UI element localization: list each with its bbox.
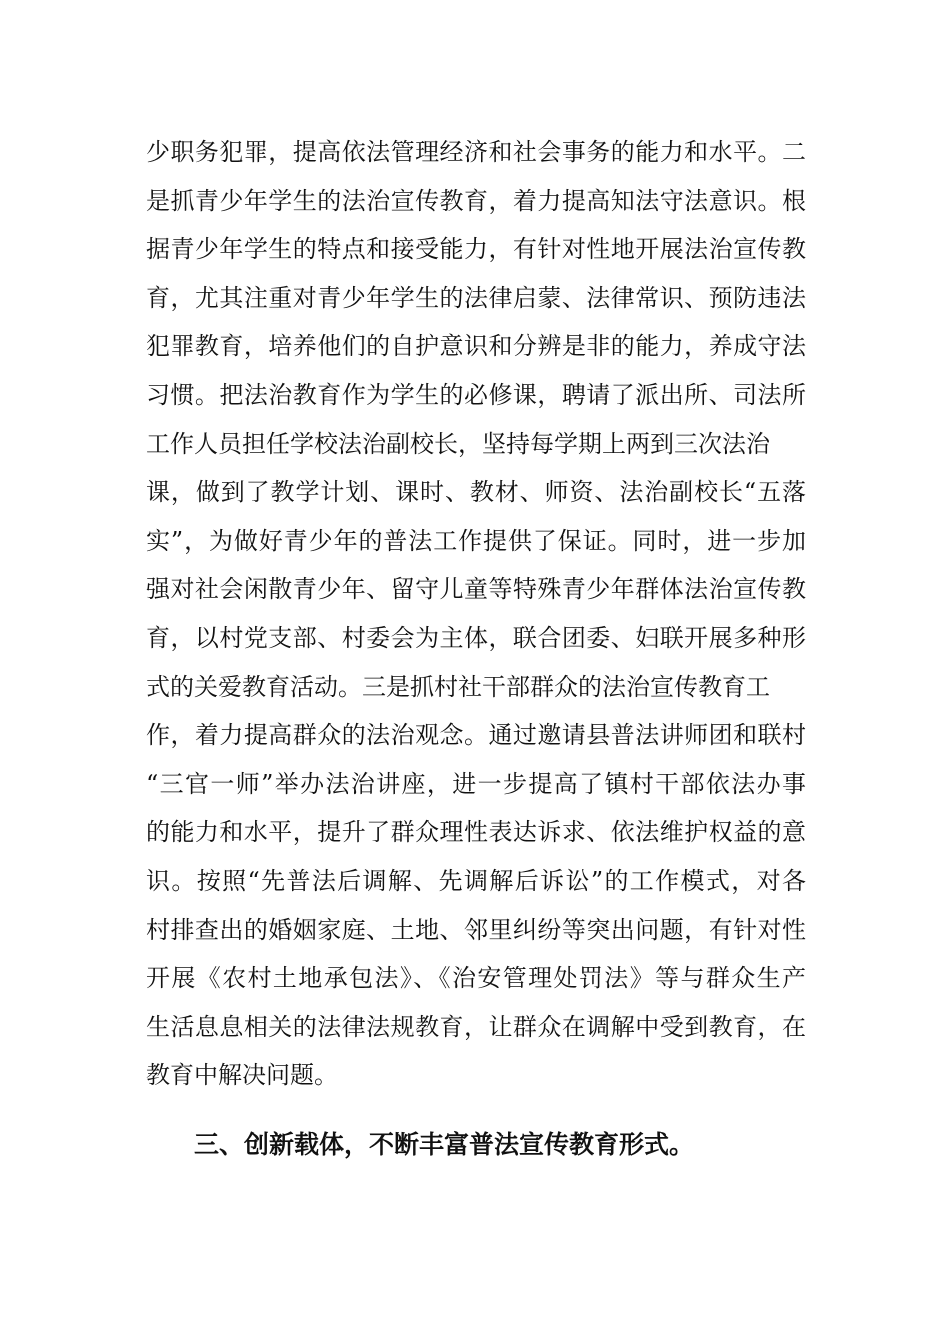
text-line: 是抓青少年学生的法治宣传教育，着力提高知法守法意识。根 bbox=[146, 186, 806, 215]
text-line: 村排查出的婚姻家庭、土地、邻里纠纷等突出问题，有针对性 bbox=[146, 915, 806, 944]
text-line: 少职务犯罪，提高依法管理经济和社会事务的能力和水平。二 bbox=[146, 138, 806, 166]
text-line: 教育中解决问题。 bbox=[146, 1061, 338, 1090]
text-line: 式的关爱教育活动。三是抓村社干部群众的法治宣传教育工 bbox=[146, 672, 770, 701]
body-paragraph bbox=[146, 128, 806, 1100]
text-line: 育，以村党支部、村委会为主体，联合团委、妇联开展多种形 bbox=[146, 623, 806, 652]
text-line: 识。按照“先普法后调解、先调解后诉讼”的工作模式，对各 bbox=[146, 866, 806, 895]
text-line: 犯罪教育，培养他们的自护意识和分辨是非的能力，养成守法 bbox=[146, 332, 806, 361]
text-line: 生活息息相关的法律法规教育，让群众在调解中受到教育，在 bbox=[146, 1012, 806, 1041]
text-line: 的能力和水平，提升了群众理性表达诉求、依法维护权益的意 bbox=[146, 818, 806, 847]
text-line: 强对社会闲散青少年、留守儿童等特殊青少年群体法治宣传教 bbox=[146, 575, 806, 604]
text-line: 据青少年学生的特点和接受能力，有针对性地开展法治宣传教 bbox=[146, 235, 806, 264]
text-line: 课，做到了教学计划、课时、教材、师资、法治副校长“五落 bbox=[146, 478, 806, 507]
text-line: “三官一师”举办法治讲座，进一步提高了镇村干部依法办事 bbox=[146, 769, 806, 798]
text-line: 开展《农村土地承包法》、《治安管理处罚法》等与群众生产 bbox=[146, 964, 806, 993]
text-line: 实”，为做好青少年的普法工作提供了保证。同时，进一步加 bbox=[146, 526, 806, 555]
text-line: 作，着力提高群众的法治观念。通过邀请县普法讲师团和联村 bbox=[146, 721, 806, 750]
text-line: 习惯。把法治教育作为学生的必修课，聘请了派出所、司法所 bbox=[146, 380, 806, 409]
text-line: 育，尤其注重对青少年学生的法律启蒙、法律常识、预防违法 bbox=[146, 283, 806, 312]
section-heading: 三、创新载体，不断丰富普法宣传教育形式。 bbox=[194, 1130, 695, 1159]
text-line: 工作人员担任学校法治副校长，坚持每学期上两到三次法治 bbox=[146, 429, 770, 458]
